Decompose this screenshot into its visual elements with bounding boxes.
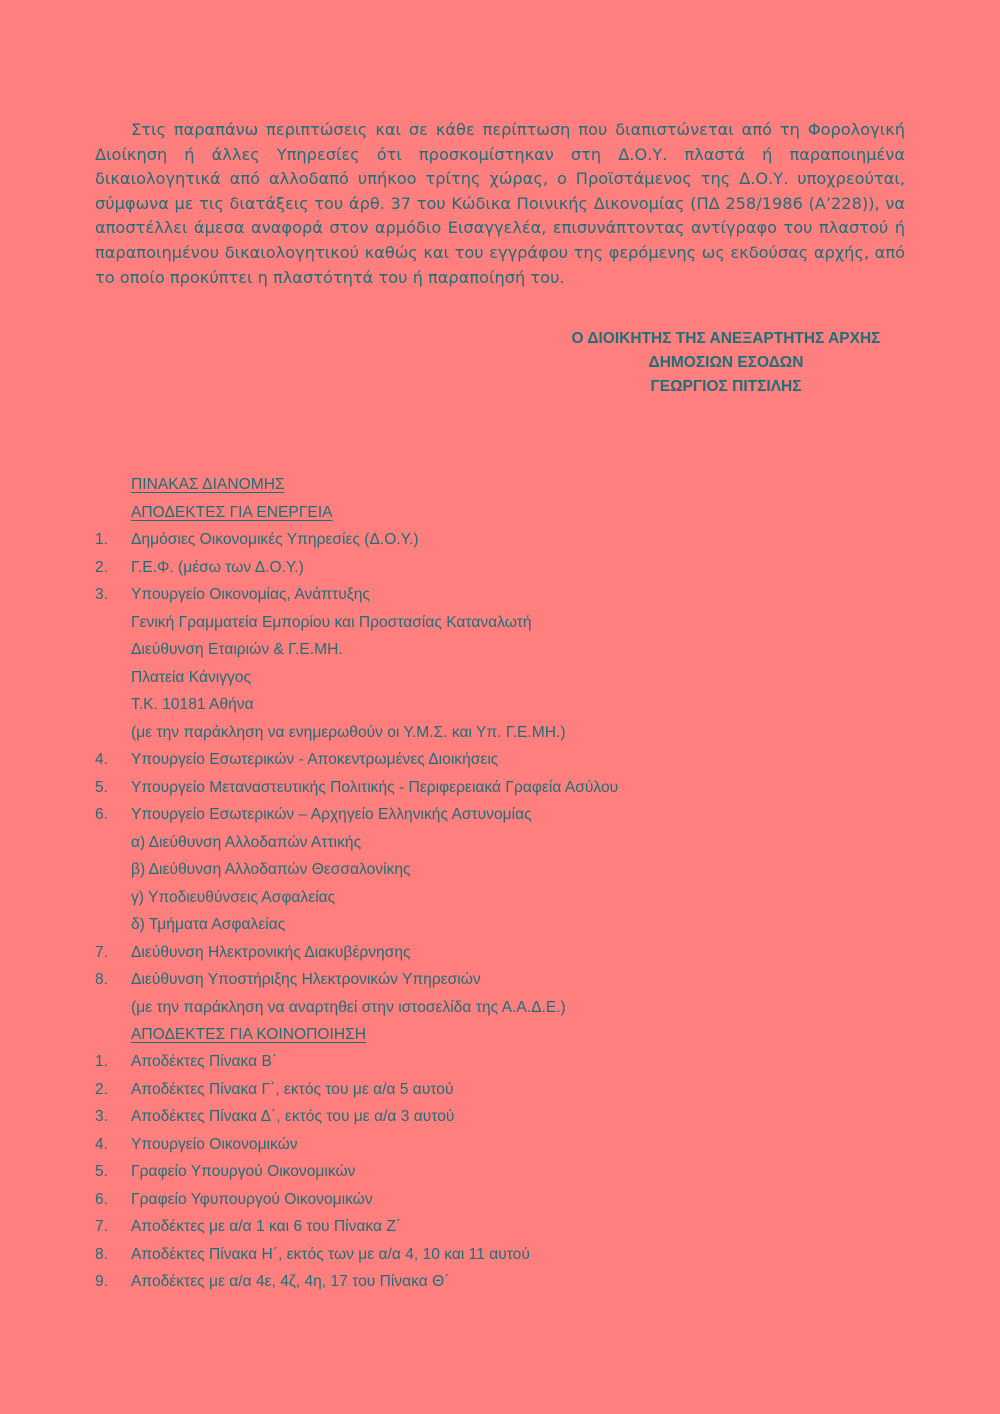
list-item bbox=[95, 774, 905, 802]
list-item-text: (με την παράκληση να ενημερωθούν οι Υ.Μ.Σ. και Υπ. Γ.Ε.ΜΗ.) bbox=[131, 723, 566, 741]
list-item bbox=[95, 829, 905, 857]
list-item-text: Αποδέκτες Πίνακα Γ΄, εκτός του με α/α 5 αυτού bbox=[131, 1080, 454, 1098]
list-item-number: 8. bbox=[95, 971, 109, 988]
list-item-text: β) Διεύθυνση Αλλοδαπών Θεσσαλονίκης bbox=[131, 861, 411, 878]
list-item-number: 6. bbox=[95, 1190, 109, 1208]
distribution-title: ΠΙΝΑΚΑΣ ΔΙΑΝΟΜΗΣ bbox=[131, 476, 285, 493]
list-item-text: Αποδέκτες με α/α 4ε, 4ζ, 4η, 17 του Πίνακα Θ΄ bbox=[131, 1273, 450, 1290]
list-item bbox=[95, 691, 905, 719]
signature-block bbox=[560, 327, 892, 399]
list-item-text: (με την παράκληση να αναρτηθεί στην ιστοσελίδα της Α.Α.Δ.Ε.) bbox=[131, 998, 566, 1016]
list-item bbox=[95, 554, 905, 582]
list-item-text: Υπουργείο Εσωτερικών – Αρχηγείο Ελληνικής Αστυνομίας bbox=[131, 806, 532, 823]
list-item-number: 3. bbox=[95, 586, 109, 603]
list-item bbox=[95, 856, 905, 884]
list-item-text: Υπουργείο Μεταναστευτικής Πολιτικής - Περιφερειακά Γραφεία Ασύλου bbox=[131, 778, 619, 796]
list-item-number: 9. bbox=[95, 1273, 109, 1290]
list-item-text: Διεύθυνση Ηλεκτρονικής Διακυβέρνησης bbox=[131, 943, 411, 961]
list-item bbox=[95, 1103, 905, 1131]
list-item-number: 5. bbox=[95, 778, 109, 796]
list-item-number: 7. bbox=[95, 1218, 109, 1235]
notify-heading-row bbox=[95, 1021, 905, 1048]
list-item-number: 2. bbox=[95, 1080, 109, 1098]
list-item-text: Γραφείο Υπουργού Οικονομικών bbox=[131, 1163, 356, 1180]
notify-recipients-list bbox=[95, 1048, 905, 1296]
list-item bbox=[95, 664, 905, 692]
distribution-title-row bbox=[95, 471, 905, 499]
list-item bbox=[95, 1186, 905, 1214]
list-item bbox=[95, 1076, 905, 1104]
list-item-number: 1. bbox=[95, 1053, 109, 1070]
list-item-text: Υπουργείο Οικονομικών bbox=[131, 1135, 298, 1153]
list-item bbox=[95, 1131, 905, 1159]
list-item bbox=[95, 884, 905, 912]
list-item-text: Αποδέκτες με α/α 1 και 6 του Πίνακα Ζ΄ bbox=[131, 1218, 402, 1235]
list-item bbox=[95, 1048, 905, 1076]
list-item bbox=[95, 801, 905, 829]
list-item bbox=[95, 911, 905, 939]
list-item-number: 7. bbox=[95, 943, 109, 961]
action-heading-row bbox=[95, 499, 905, 526]
list-item-text: Υπουργείο Εσωτερικών - Αποκεντρωμένες Διοικήσεις bbox=[131, 751, 499, 768]
body-paragraph: Στις παραπάνω περιπτώσεις και σε κάθε περίπτωση που διαπιστώνεται από τη Φορολογική Διοίκηση ή άλλες Υπηρεσίες ότι προσκομίστηκαν στη Δ.Ο.Υ. πλαστά ή παραποιημένα δικαιολογητικά από αλλοδαπό υπήκοο τρίτης χώρας, ο Προϊστάμενος της Δ.Ο.Υ. υποχρεούται, σύμφωνα με τις διατάξεις του άρθ. 37 του Κώδικα Ποινικής Δικονομίας (ΠΔ 258/1986 (Α’228)), να αποστέλλει άμεσα αναφορά στον αρμόδιο Εισαγγελέα, επισυνάπτοντας αντίγραφο του πλαστού ή παραποιημένου δικαιολογητικού καθώς και του εγγράφου της φερόμενης ως εκδούσας αρχής, από το οποίο προκύπτει η πλαστότητά του ή παραποίησή του. bbox=[95, 120, 905, 287]
list-item bbox=[95, 636, 905, 664]
list-item-number: 6. bbox=[95, 806, 109, 823]
list-item-text: γ) Υποδιευθύνσεις Ασφαλείας bbox=[131, 888, 336, 906]
notify-recipients-heading: ΑΠΟΔΕΚΤΕΣ ΓΙΑ ΚΟΙΝΟΠΟΙΗΣΗ bbox=[131, 1026, 367, 1043]
signature-title-line-2: ΔΗΜΟΣΙΩΝ ΕΣΟΔΩΝ bbox=[648, 354, 804, 371]
list-item-text: δ) Τμήματα Ασφαλείας bbox=[131, 916, 286, 933]
list-item-text: Πλατεία Κάνιγγος bbox=[131, 668, 252, 686]
list-item bbox=[95, 526, 905, 554]
list-item-text: Αποδέκτες Πίνακα Β΄ bbox=[131, 1053, 278, 1070]
list-item-number: 4. bbox=[95, 1135, 109, 1153]
distribution-list bbox=[95, 471, 905, 1296]
list-item bbox=[95, 1158, 905, 1186]
action-recipients-heading: ΑΠΟΔΕΚΤΕΣ ΓΙΑ ΕΝΕΡΓΕΙΑ bbox=[131, 504, 333, 521]
list-item-text: Γραφείο Υφυπουργού Οικονομικών bbox=[131, 1190, 373, 1208]
list-item-number: 1. bbox=[95, 531, 109, 548]
signature-title-line-1: Ο ΔΙΟΙΚΗΤΗΣ ΤΗΣ ΑΝΕΞΑΡΤΗΤΗΣ ΑΡΧΗΣ bbox=[571, 330, 881, 347]
list-item bbox=[95, 1213, 905, 1241]
list-item-text: Δημόσιες Οικονομικές Υπηρεσίες (Δ.Ο.Υ.) bbox=[131, 531, 419, 548]
list-item-number: 5. bbox=[95, 1163, 109, 1180]
list-item-text: Διεύθυνση Εταιριών & Γ.Ε.ΜΗ. bbox=[131, 641, 343, 658]
list-item-text: Υπουργείο Οικονομίας, Ανάπτυξης bbox=[131, 586, 370, 603]
list-item-text: Τ.Κ. 10181 Αθήνα bbox=[131, 696, 254, 713]
list-item bbox=[95, 1268, 905, 1296]
action-recipients-list bbox=[95, 526, 905, 1021]
list-item bbox=[95, 939, 905, 967]
list-item-text: Διεύθυνση Υποστήριξης Ηλεκτρονικών Υπηρεσιών bbox=[131, 971, 481, 988]
list-item-number: 3. bbox=[95, 1108, 109, 1125]
signature-name: ΓΕΩΡΓΙΟΣ ΠΙΤΣΙΛΗΣ bbox=[650, 378, 802, 395]
list-item bbox=[95, 609, 905, 637]
list-item-text: Αποδέκτες Πίνακα Η΄, εκτός των με α/α 4, 10 και 11 αυτού bbox=[131, 1245, 530, 1263]
list-item bbox=[95, 1241, 905, 1269]
list-item-text: Γ.Ε.Φ. (μέσω των Δ.Ο.Υ.) bbox=[131, 558, 304, 576]
list-item-number: 2. bbox=[95, 558, 109, 576]
list-item-number: 8. bbox=[95, 1245, 109, 1263]
list-item bbox=[95, 719, 905, 747]
list-item-text: Αποδέκτες Πίνακα Δ΄, εκτός του με α/α 3 αυτού bbox=[131, 1108, 455, 1125]
list-item-text: Γενική Γραμματεία Εμπορίου και Προστασίας Καταναλωτή bbox=[131, 613, 532, 631]
list-item-text: α) Διεύθυνση Αλλοδαπών Αττικής bbox=[131, 833, 362, 851]
list-item bbox=[95, 746, 905, 774]
list-item bbox=[95, 966, 905, 994]
list-item bbox=[95, 581, 905, 609]
list-item bbox=[95, 994, 905, 1022]
list-item-number: 4. bbox=[95, 751, 109, 768]
